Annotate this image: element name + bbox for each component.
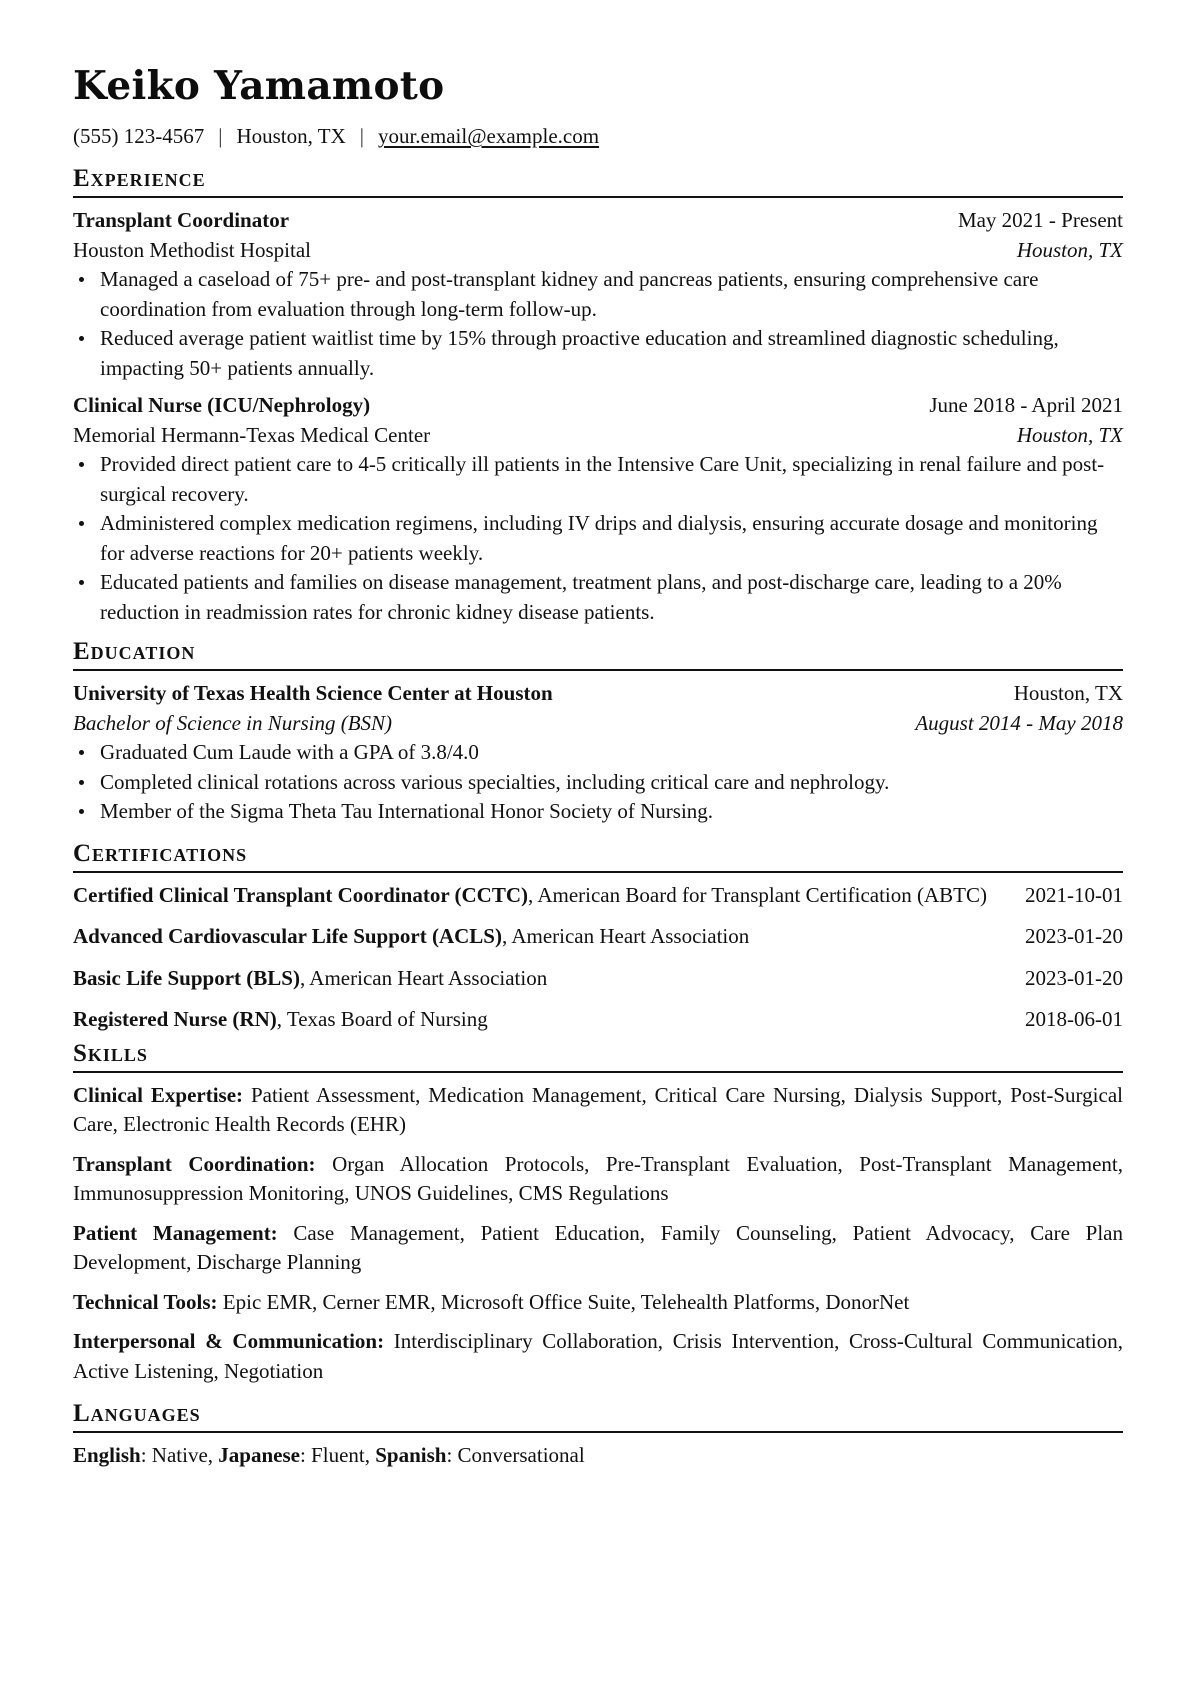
phone: (555) 123-4567 [73, 124, 205, 148]
section-title-experience: Experience [73, 164, 1123, 198]
cert-name: Basic Life Support (BLS) [73, 965, 300, 990]
job-employer: Houston Methodist Hospital [73, 237, 312, 262]
cert-name: Certified Clinical Transplant Coordinator (CCTC) [73, 882, 528, 907]
location: Houston, TX [236, 124, 346, 148]
cert-issuer: , American Board for Transplant Certification (ABTC) [528, 882, 987, 907]
section-title-education: Education [73, 637, 1123, 671]
education-bullets [73, 738, 1123, 827]
skill-value: Epic EMR, Cerner EMR, Microsoft Office Suite, Telehealth Platforms, DonorNet [217, 1289, 910, 1314]
bullet-text: Provided direct patient care to 4-5 critically ill patients in the Intensive Care Unit, specializing in renal failure and post-surgical recovery. [100, 452, 1105, 506]
certification-entry [73, 922, 1123, 952]
bullet-text: Reduced average patient waitlist time by 15% through proactive education and streamlined diagnostic scheduling, impacting 50+ patients annually. [100, 326, 1059, 380]
section-title-languages: Languages [73, 1399, 1123, 1433]
skill-row [73, 1288, 1123, 1318]
education-section [73, 637, 1123, 827]
bullet-item [73, 265, 1123, 324]
language-name: Spanish [375, 1443, 447, 1467]
separator: | [359, 124, 364, 148]
candidate-name: Keiko Yamamoto [73, 63, 445, 109]
certification-entry [73, 1005, 1123, 1035]
degree: Bachelor of Science in Nursing (BSN) [73, 710, 393, 735]
job-entry [73, 206, 1123, 383]
job-bullets [73, 450, 1123, 627]
job-location: Houston, TX [1016, 237, 1123, 262]
bullet-item [73, 738, 1123, 768]
skill-row [73, 1219, 1123, 1278]
certifications-section [73, 839, 1123, 1035]
bullet-icon [79, 462, 84, 467]
languages-line [73, 1433, 1123, 1471]
bullet-icon [79, 336, 84, 341]
bullet-item [73, 797, 1123, 827]
job-location: Houston, TX [1016, 422, 1123, 447]
job-entry [73, 391, 1123, 627]
bullet-icon [79, 750, 84, 755]
certification-entry [73, 964, 1123, 994]
certification-entry [73, 881, 1123, 911]
contact-line [73, 122, 1123, 150]
bullet-icon [79, 277, 84, 282]
cert-name: Advanced Cardiovascular Life Support (ACLS) [73, 924, 502, 948]
skills-section [73, 1039, 1123, 1387]
bullet-icon [79, 809, 84, 814]
skill-label: Technical Tools: [73, 1289, 218, 1314]
skill-label: Clinical Expertise: [73, 1082, 244, 1107]
language-name: Japanese [218, 1443, 300, 1467]
separator: | [218, 124, 223, 148]
language-level: : Native, [140, 1443, 219, 1467]
cert-issuer: , American Heart Association [501, 924, 750, 948]
bullet-icon [79, 780, 84, 785]
bullet-text: Graduated Cum Laude with a GPA of 3.8/4.0 [100, 740, 479, 764]
email-link[interactable]: your.email@example.com [377, 124, 600, 148]
cert-issuer: , Texas Board of Nursing [276, 1007, 488, 1031]
bullet-text: Educated patients and families on disease management, treatment plans, and post-discharge care, leading to a 20% reduction in readmission rates for chronic kidney disease patients. [100, 570, 1062, 624]
languages-section [73, 1399, 1123, 1471]
school-location: Houston, TX [1013, 681, 1123, 705]
language-name: English [73, 1443, 141, 1467]
bullet-item [73, 568, 1123, 627]
experience-section [73, 164, 1123, 627]
skill-row [73, 1327, 1123, 1386]
bullet-item [73, 324, 1123, 383]
section-title-skills: Skills [73, 1039, 1123, 1073]
education-dates: August 2014 - May 2018 [915, 710, 1123, 735]
cert-name: Registered Nurse (RN) [73, 1007, 277, 1031]
skill-row [73, 1081, 1123, 1140]
skill-value: Patient Assessment, Medication Management, Critical Care Nursing, Dialysis Support, Post-Surgical Care, Electronic Health Records (EHR) [73, 1082, 1123, 1136]
skill-label: Patient Management: [73, 1220, 278, 1245]
cert-date: 2021-10-01 [1025, 882, 1123, 907]
cert-date: 2023-01-20 [1025, 924, 1123, 948]
bullet-icon [79, 580, 84, 585]
skill-value: Interdisciplinary Collaboration, Crisis Intervention, Cross-Cultural Communication, Active Listening, Negotiation [73, 1329, 1123, 1383]
bullet-item [73, 768, 1123, 798]
cert-date: 2023-01-20 [1025, 965, 1123, 990]
skill-label: Transplant Coordination: [73, 1151, 316, 1176]
school-name: University of Texas Health Science Center at Houston [73, 681, 553, 705]
skill-value: Case Management, Patient Education, Family Counseling, Patient Advocacy, Care Plan Development, Discharge Planning [73, 1220, 1123, 1274]
skill-label: Interpersonal & Communication: [73, 1329, 385, 1353]
bullet-text: Completed clinical rotations across various specialties, including critical care and nephrology. [100, 769, 890, 794]
job-employer: Memorial Hermann-Texas Medical Center [73, 422, 431, 447]
job-dates: May 2021 - Present [957, 208, 1123, 232]
job-bullets [73, 265, 1123, 383]
bullet-item [73, 509, 1123, 568]
resume-page [73, 58, 1123, 1471]
bullet-icon [79, 521, 84, 526]
skill-value: Organ Allocation Protocols, Pre-Transplant Evaluation, Post-Transplant Management, Immunosuppression Monitoring, UNOS Guidelines, CMS Regulations [73, 1151, 1123, 1205]
skill-row [73, 1150, 1123, 1209]
section-title-certifications: Certifications [73, 839, 1123, 873]
cert-issuer: , American Heart Association [299, 965, 548, 990]
job-title: Clinical Nurse (ICU/Nephrology) [73, 393, 371, 417]
bullet-text: Managed a caseload of 75+ pre- and post-transplant kidney and pancreas patients, ensuring comprehensive care coordination from evaluation through long-term follow-up. [100, 267, 1039, 321]
language-level: : Conversational [446, 1443, 585, 1467]
job-title: Transplant Coordinator [73, 208, 290, 232]
bullet-item [73, 450, 1123, 509]
job-dates: June 2018 - April 2021 [929, 393, 1123, 417]
bullet-text: Administered complex medication regimens, including IV drips and dialysis, ensuring accurate dosage and monitoring for adverse reactions for 20+ patients weekly. [100, 511, 1098, 565]
cert-date: 2018-06-01 [1025, 1007, 1123, 1031]
bullet-text: Member of the Sigma Theta Tau International Honor Society of Nursing. [100, 799, 714, 823]
language-level: : Fluent, [299, 1443, 376, 1467]
